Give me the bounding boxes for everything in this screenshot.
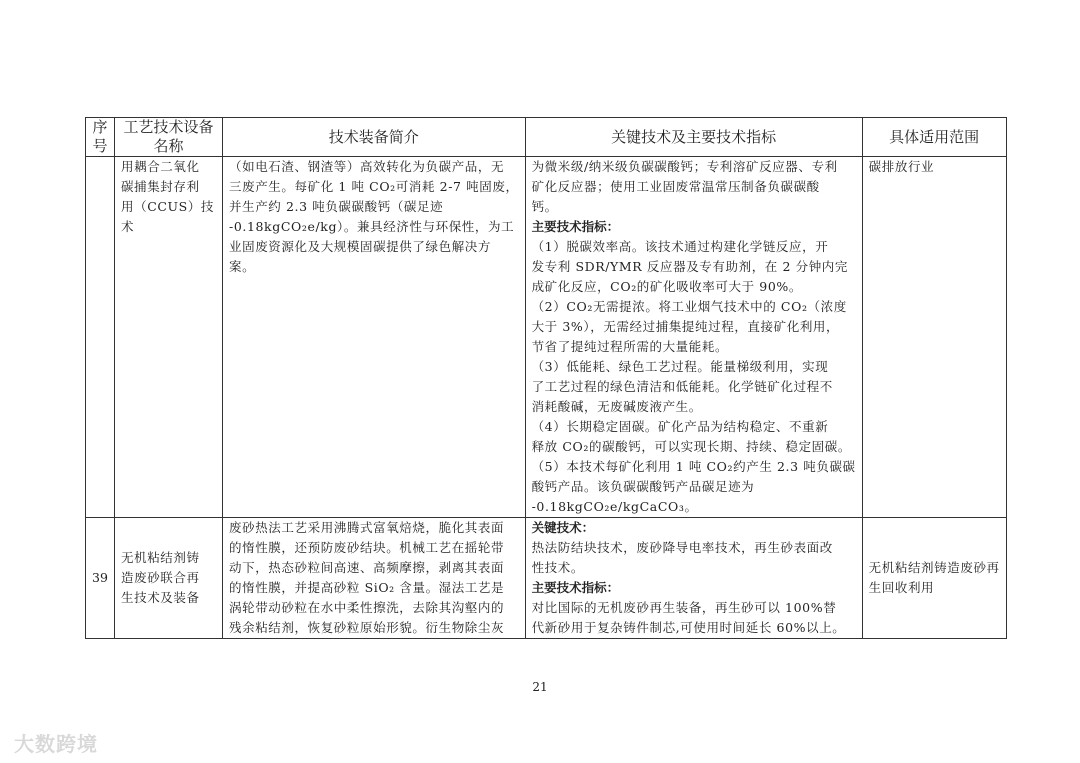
header-intro: 技术装备简介 (223, 118, 526, 157)
text-line: 释放 CO₂的碳酸钙，可以实现长期、持续、稳定固碳。 (531, 439, 851, 454)
text-line: 废砂热法工艺采用沸腾式富氧焙烧，脆化其表面 (229, 520, 505, 535)
text-line: 了工艺过程的绿色清洁和低能耗。化学链矿化过程不 (531, 379, 833, 394)
cell-name (115, 157, 223, 518)
cell-no: 39 (86, 518, 115, 639)
cell-scope (862, 518, 1006, 639)
table-header-row (86, 118, 1007, 157)
table-row (86, 157, 1007, 518)
text-line: 主要技术指标： (531, 580, 620, 595)
text-line: 业固废资源化及大规模固碳提供了绿色解决方 (229, 239, 492, 254)
text-line: 残余粘结剂，恢复砂粒原始形貌。衍生物除尘灰 (229, 620, 505, 635)
text-line: 的惰性膜，并提高砂粒 SiO₂ 含量。湿法工艺是 (229, 580, 505, 595)
text-line: 热法防结块技术，废砂降导电率技术，再生砂表面改 (531, 540, 833, 555)
text-line: 生技术及装备 (121, 590, 200, 605)
text-line: （2）CO₂无需提浓。将工业烟气技术中的 CO₂（浓度 (531, 299, 847, 314)
text-line: 消耗酸碱，无废碱废液产生。 (531, 399, 702, 414)
text-line: 造废砂联合再 (121, 570, 200, 585)
text-line: 无机粘结剂铸造废砂再 (868, 560, 1000, 575)
text-line: 大于 3%），无需经过捕集提纯过程，直接矿化利用， (531, 319, 840, 334)
text-line: 碳排放行业 (868, 159, 935, 174)
cell-key-tech (525, 157, 862, 518)
cell-name (115, 518, 223, 639)
watermark-logo: 大数跨境 (14, 732, 98, 756)
text-line: 关键技术： (531, 520, 595, 535)
cell-no (86, 157, 115, 518)
text-line: 对比国际的无机废砂再生装备，再生砂可以 100%替 (531, 600, 837, 615)
text-line: 三废产生。每矿化 1 吨 CO₂可消耗 2-7 吨固废， (229, 179, 519, 194)
text-line: 用耦合二氧化 (121, 159, 200, 174)
header-name: 工艺技术设备名称 (115, 118, 223, 157)
header-scope: 具体适用范围 (862, 118, 1006, 157)
cell-intro (223, 157, 526, 518)
text-line: 酸钙产品。该负碳碳酸钙产品碳足迹为 (531, 479, 755, 494)
text-line: 术 (121, 219, 135, 234)
text-line: -0.18kgCO₂e/kgCaCO₃。 (531, 499, 698, 514)
cell-key-tech (525, 518, 862, 639)
text-line: （4）长期稳定固碳。矿化产品为结构稳定、不重新 (531, 419, 829, 434)
text-line: 用（CCUS）技 (121, 199, 215, 214)
cell-intro (223, 518, 526, 639)
text-line: 矿化反应器；使用工业固废常温常压制备负碳碳酸 (531, 179, 820, 194)
text-line: 碳捕集封存利 (121, 179, 200, 194)
text-line: （5）本技术每矿化利用 1 吨 CO₂约产生 2.3 吨负碳碳 (531, 459, 856, 474)
text-line: 涡轮带动砂粒在水中柔性擦洗，去除其沟壑内的 (229, 600, 505, 615)
text-line: 代新砂用于复杂铸件制芯,可使用时间延长 60%以上。 (531, 620, 846, 635)
text-line: 并生产约 2.3 吨负碳碳酸钙（碳足迹 (229, 199, 444, 214)
text-line: 钙。 (531, 199, 558, 214)
text-line: 性技术。 (531, 560, 584, 575)
text-line: 成矿化反应，CO₂的矿化吸收率可大于 90%。 (531, 279, 802, 294)
text-line: 生回收利用 (868, 580, 935, 595)
text-line: 节省了提纯过程所需的大量能耗。 (531, 339, 729, 354)
header-key-tech: 关键技术及主要技术指标 (525, 118, 862, 157)
table-row (86, 518, 1007, 639)
text-line: 为微米级/纳米级负碳碳酸钙；专利溶矿反应器、专利 (531, 159, 838, 174)
technology-table (85, 117, 1007, 639)
page-number: 21 (532, 680, 548, 694)
header-no: 序号 (86, 118, 115, 157)
text-line: （如电石渣、钢渣等）高效转化为负碳产品，无 (229, 159, 505, 174)
cell-scope (862, 157, 1006, 518)
text-line: 动下，热态砂粒间高速、高频摩擦，剥离其表面 (229, 560, 505, 575)
text-line: 发专利 SDR/YMR 反应器及专有助剂，在 2 分钟内完 (531, 259, 848, 274)
text-line: -0.18kgCO₂e/kg）。兼具经济性与环保性，为工 (229, 219, 515, 234)
text-line: 主要技术指标： (531, 219, 620, 234)
text-line: 无机粘结剂铸 (121, 550, 200, 565)
text-line: （1）脱碳效率高。该技术通过构建化学链反应，开 (531, 239, 829, 254)
text-line: 案。 (229, 259, 256, 274)
text-line: （3）低能耗、绿色工艺过程。能量梯级利用，实现 (531, 359, 829, 374)
text-line: 的惰性膜，还预防废砂结块。机械工艺在摇轮带 (229, 540, 505, 555)
